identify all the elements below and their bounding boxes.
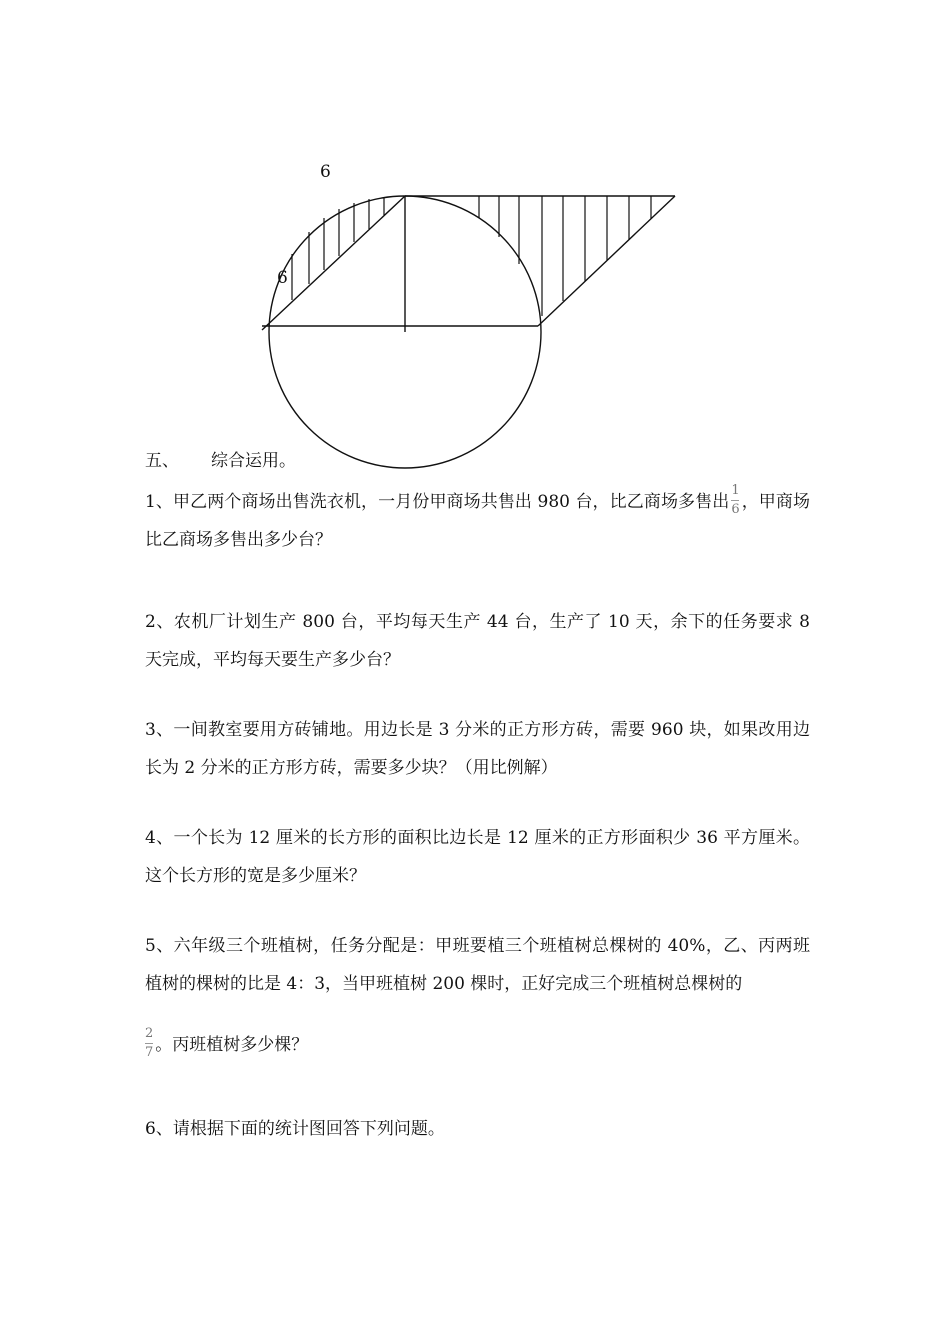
problem-5-continued (145, 1026, 810, 1064)
fraction-one-sixth (731, 484, 739, 517)
problem-4: 4、一个长为 12 厘米的长方形的面积比边长是 12 厘米的正方形面积少 36 平方厘米。这个长方形的宽是多少厘米？ (145, 828, 810, 886)
section-number: 五、 (145, 451, 179, 471)
problem-2: 2、农机厂计划生产 800 台，平均每天生产 44 台，生产了 10 天，余下的任务要求 8 天完成，平均每天要生产多少台？ (145, 612, 810, 670)
fraction-denominator: 6 (731, 502, 740, 517)
problem-5 (145, 927, 810, 1003)
problem-6: 6、请根据下面的统计图回答下列问题。 (145, 1119, 445, 1139)
figure-label-side: 6 (277, 268, 288, 288)
hatching-right (479, 196, 651, 316)
hatching-left (292, 197, 384, 300)
fraction-numerator: 1 (731, 483, 740, 498)
section-heading (145, 446, 296, 471)
problem-3: 3、一间教室要用方砖铺地。用边长是 3 分米的正方形方砖，需要 960 块，如果改用边长为 2 分米的正方形方砖，需要多少块？（用比例解） (145, 720, 810, 778)
problem-1-text-a: 1、甲乙两个商场出售洗衣机，一月份甲商场共售出 980 台，比乙商场多售出 (145, 492, 730, 512)
geometry-figure (0, 0, 950, 480)
fraction-denominator: 7 (145, 1045, 154, 1060)
problem-5-text-b: 。丙班植树多少棵？ (155, 1035, 309, 1055)
fraction-numerator: 2 (145, 1026, 154, 1041)
problem-1-text-b: ，甲商场比乙商场多售出多少台？ (145, 492, 810, 550)
fraction-two-sevenths (145, 1027, 153, 1060)
problem-5-text-a: 5、六年级三个班植树，任务分配是：甲班要植三个班植树总棵树的 40%，乙、丙两班植树的棵树的比是 4：3，当甲班植树 200 棵时，正好完成三个班植树总棵树的 (145, 936, 810, 994)
figure-label-top: 6 (320, 162, 331, 182)
problem-1 (145, 483, 810, 559)
section-title: 综合运用。 (211, 451, 296, 471)
